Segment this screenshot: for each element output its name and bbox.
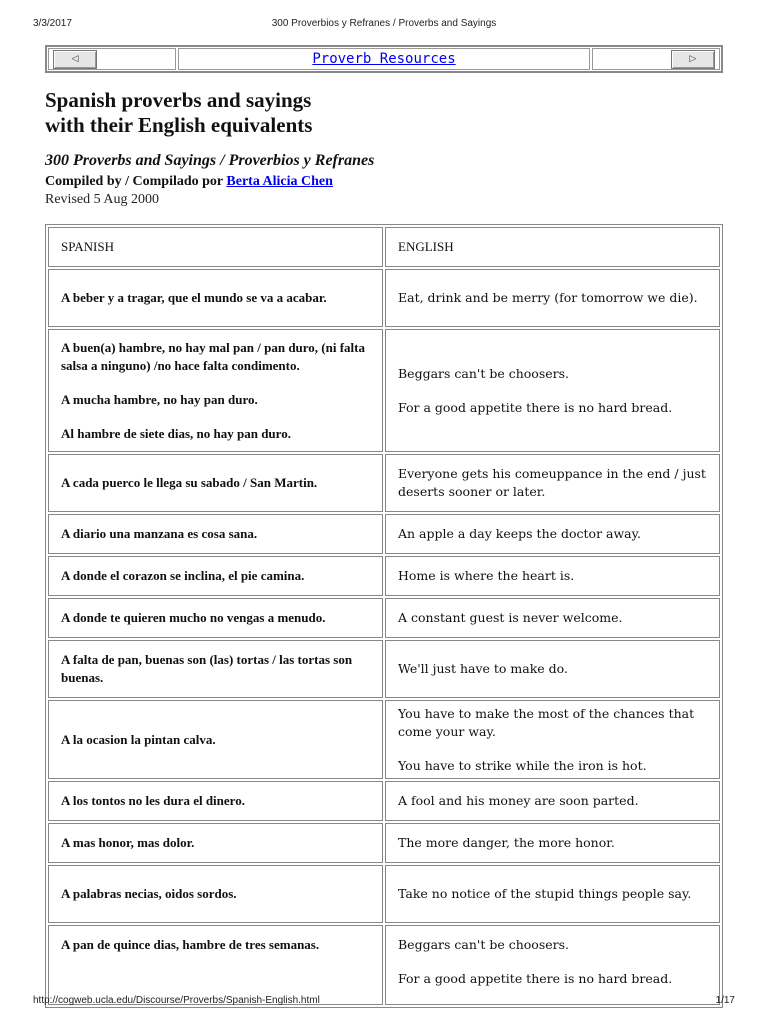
english-equivalent-text: We'll just have to make do.: [398, 661, 568, 676]
arrow-right-icon: ▷: [689, 54, 697, 64]
proverbs-table: [45, 224, 723, 1008]
heading-line-2: with their English equivalents: [45, 113, 313, 137]
english-equivalent-text: For a good appetite there is no hard bread.: [398, 399, 673, 415]
english-equivalent-text: Everyone gets his comeuppance in the end / just deserts sooner or later.: [398, 466, 706, 499]
print-footer: [0, 995, 768, 1009]
table-row: [48, 865, 720, 923]
english-equivalent-text: A fool and his money are soon parted.: [398, 793, 639, 808]
english-equivalent-cell: [385, 823, 720, 863]
spanish-proverb-cell: [48, 269, 383, 327]
table-row: [48, 269, 720, 327]
spanish-proverb-text: Al hambre de siete dias, no hay pan duro.: [61, 425, 291, 441]
english-equivalent-cell: [385, 700, 720, 779]
arrow-left-icon: ◁: [71, 54, 79, 64]
spanish-proverb-text: A palabras necias, oidos sordos.: [61, 886, 237, 901]
nav-prev-cell: [48, 48, 176, 70]
print-date: 3/3/2017: [33, 18, 72, 29]
print-header: [0, 18, 768, 32]
english-equivalent-text: Eat, drink and be merry (for tomorrow we die).: [398, 290, 698, 305]
spanish-proverb-text: A los tontos no les dura el dinero.: [61, 793, 245, 808]
spanish-proverb-cell: [48, 598, 383, 638]
page-heading: [45, 88, 312, 138]
spanish-proverb-cell: [48, 700, 383, 779]
spanish-proverb-cell: [48, 514, 383, 554]
next-page-button[interactable]: [671, 50, 715, 69]
print-page-number: 1/17: [715, 995, 735, 1006]
english-equivalent-cell: [385, 556, 720, 596]
spanish-proverb-text: A beber y a tragar, que el mundo se va a acabar.: [61, 290, 327, 305]
english-equivalent-text: The more danger, the more honor.: [398, 835, 615, 850]
english-equivalent-cell: [385, 865, 720, 923]
column-header-spanish: SPANISH: [48, 227, 383, 267]
spanish-proverb-text: A la ocasion la pintan calva.: [61, 731, 216, 747]
table-row: [48, 700, 720, 779]
print-url: http://cogweb.ucla.edu/Discourse/Proverbs/Spanish-English.html: [33, 995, 320, 1006]
table-row: [48, 925, 720, 1005]
english-equivalent-text: Beggars can't be choosers.: [398, 365, 569, 381]
english-equivalent-text: Beggars can't be choosers.: [398, 937, 569, 952]
english-equivalent-text: For a good appetite there is no hard bread.: [398, 971, 673, 986]
prev-page-button[interactable]: [53, 50, 97, 69]
spanish-proverb-cell: [48, 556, 383, 596]
spanish-proverb-text: A donde te quieren mucho no vengas a menudo.: [61, 610, 326, 625]
navigation-bar: [45, 45, 723, 73]
heading-line-1: Spanish proverbs and sayings: [45, 88, 312, 112]
english-equivalent-cell: [385, 514, 720, 554]
spanish-proverb-text: A buen(a) hambre, no hay mal pan / pan duro, (ni falta salsa a ninguno) /no hace falta condimento.: [61, 339, 366, 373]
table-row: [48, 514, 720, 554]
table-row: [48, 454, 720, 512]
compiled-by-line: [45, 174, 333, 190]
english-equivalent-cell: [385, 781, 720, 821]
english-equivalent-text: An apple a day keeps the doctor away.: [398, 526, 641, 541]
english-equivalent-text: Take no notice of the stupid things people say.: [398, 886, 692, 901]
table-row: [48, 781, 720, 821]
author-link[interactable]: Berta Alicia Chen: [226, 174, 333, 189]
spanish-proverb-cell: [48, 640, 383, 698]
proverbs-table-body: [48, 269, 720, 1005]
revised-date: Revised 5 Aug 2000: [45, 192, 159, 207]
spanish-proverb-cell: [48, 781, 383, 821]
spanish-proverb-text: A diario una manzana es cosa sana.: [61, 526, 258, 541]
table-row: [48, 329, 720, 452]
spanish-proverb-text: A cada puerco le llega su sabado / San Martin.: [61, 475, 318, 490]
english-equivalent-cell: [385, 640, 720, 698]
english-equivalent-cell: [385, 269, 720, 327]
spanish-proverb-text: A falta de pan, buenas son (las) tortas / las tortas son buenas.: [61, 652, 353, 685]
english-equivalent-text: You have to strike while the iron is hot.: [398, 757, 647, 773]
english-equivalent-text: A constant guest is never welcome.: [398, 610, 623, 625]
spanish-proverb-cell: [48, 865, 383, 923]
nav-title-cell: [178, 48, 590, 70]
compiled-by-label: Compiled by / Compilado por: [45, 174, 223, 189]
spanish-proverb-cell: [48, 454, 383, 512]
spanish-proverb-text: A mas honor, mas dolor.: [61, 835, 195, 850]
print-page-title: 300 Proverbios y Refranes / Proverbs and Sayings: [271, 18, 497, 29]
english-equivalent-cell: [385, 329, 720, 452]
table-row: [48, 823, 720, 863]
table-row: [48, 556, 720, 596]
spanish-proverb-text: A mucha hambre, no hay pan duro.: [61, 391, 258, 407]
proverb-resources-link[interactable]: Proverb Resources: [312, 51, 456, 67]
page-subtitle: 300 Proverbs and Sayings / Proverbios y Refranes: [45, 152, 375, 169]
english-equivalent-text: Home is where the heart is.: [398, 568, 575, 583]
column-header-english: ENGLISH: [385, 227, 720, 267]
spanish-proverb-text: A pan de quince dias, hambre de tres semanas.: [61, 937, 320, 952]
english-equivalent-cell: [385, 454, 720, 512]
table-row: [48, 598, 720, 638]
english-equivalent-cell: [385, 598, 720, 638]
spanish-proverb-cell: [48, 329, 383, 452]
nav-next-cell: [592, 48, 720, 70]
spanish-proverb-cell: [48, 925, 383, 1005]
table-row: [48, 640, 720, 698]
english-equivalent-text: You have to make the most of the chances that come your way.: [398, 705, 695, 739]
english-equivalent-cell: [385, 925, 720, 1005]
table-header-row: [48, 227, 720, 267]
spanish-proverb-cell: [48, 823, 383, 863]
spanish-proverb-text: A donde el corazon se inclina, el pie camina.: [61, 568, 305, 583]
